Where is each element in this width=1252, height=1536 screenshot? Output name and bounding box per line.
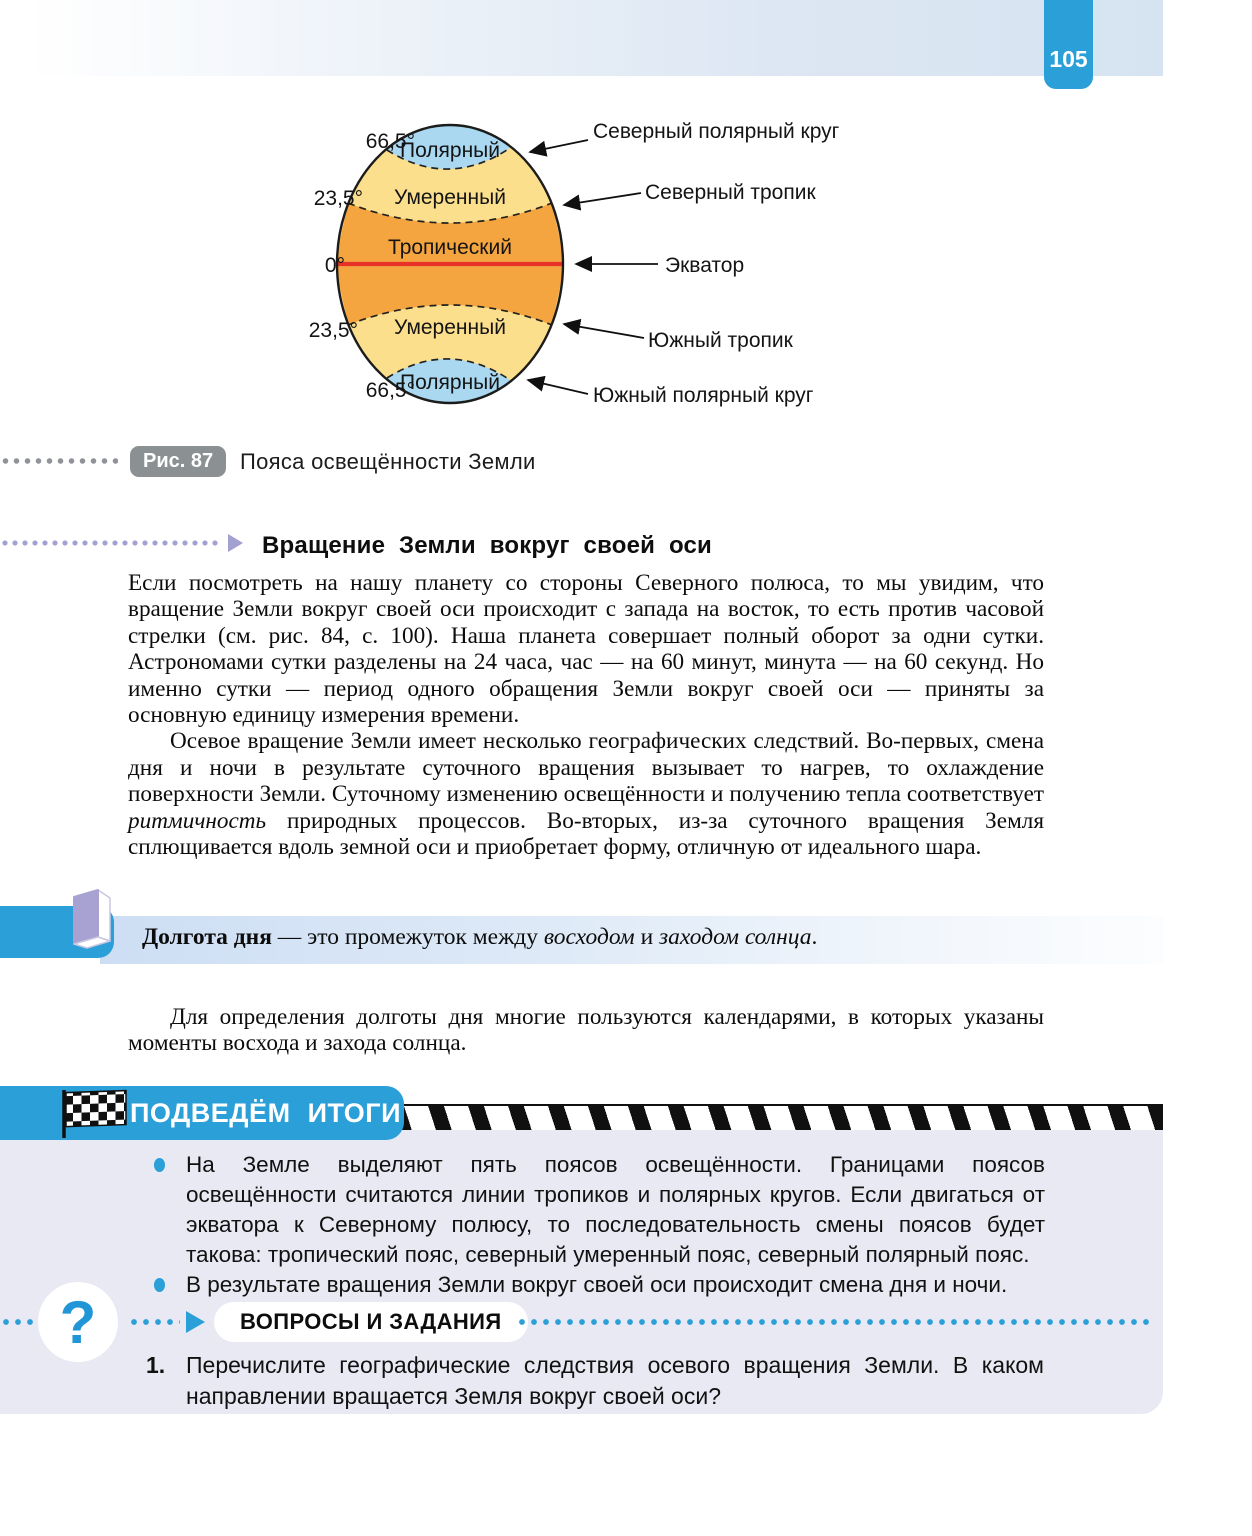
zone-label-north-temperate: Умеренный — [394, 186, 506, 209]
question-text: Перечислите географические следствия осевого вращения Земли. В каком направлении вращается Земля вокруг своей оси? — [186, 1352, 1044, 1409]
zone-label-north-polar: Полярный — [399, 139, 501, 162]
callout-arrow-nt — [564, 193, 641, 205]
definition-mid1: — это промежуток между — [271, 924, 544, 950]
questions-arrow-icon — [186, 1311, 205, 1333]
paragraph-3-text: Для определения долготы дня многие пользуются календарями, в которых указаны моменты восхода и захода солнца. — [128, 1004, 1044, 1057]
summary-title: ПОДВЕДЁМ ИТОГИ — [130, 1098, 402, 1128]
question-number: 1. — [146, 1352, 166, 1378]
latitude-label-23n: 23,5° — [313, 187, 363, 210]
page-number: 105 — [1049, 46, 1088, 72]
paragraph-3-block — [128, 1004, 1044, 1057]
paragraph-2 — [128, 728, 1044, 860]
bullet-icon — [154, 1278, 165, 1292]
figure-caption: Пояса освещённости Земли — [240, 449, 536, 474]
definition-term: Долгота дня — [142, 924, 272, 950]
summary-banner — [0, 1086, 404, 1140]
definition-text — [142, 924, 1142, 951]
section-marker-icon — [228, 534, 243, 552]
paragraph-1 — [128, 570, 1044, 728]
heading-dotted-line — [0, 538, 222, 548]
summary-bullet-1 — [152, 1150, 1045, 1270]
latitude-label-23s: 23,5° — [308, 319, 358, 342]
paragraph-1-text: Если посмотреть на нашу планету со стороны Северного полюса, то мы увидим, что вращение Земли вокруг своей оси происходит с запада на восток, то есть против часовой стрелки (см. рис. 84, с. 100). Наша планета совершает полный оборот за одни сутки. Астрономами сутки разделены на 24 часа, час — на 60 минут, минута — на 60 секунд. Но именно сутки — период одного обращения Земли вокруг своей оси — приняты за основную единицу измерения времени. — [128, 570, 1044, 729]
section-title: Вращение Земли вокруг своей оси — [262, 532, 713, 559]
summary-bullet-2 — [152, 1270, 1045, 1300]
paragraph-2-text-after: природных процессов. Во-вторых, из-за суточного вращения Земля сплющивается вдоль земной оси и приобретает форму, отличную от идеального шара. — [128, 807, 1044, 861]
zone-label-south-temperate: Умеренный — [394, 316, 506, 339]
definition-italic2: заходом солнца — [659, 924, 812, 950]
paragraph-2-italic: ритмичность — [128, 807, 267, 834]
illumination-belts-diagram — [150, 100, 1110, 450]
latitude-label-66n: 66,5° — [365, 130, 415, 153]
questions-dotted-line-right — [516, 1317, 1150, 1327]
definition-italic1: восходом — [543, 924, 635, 950]
checkered-strip — [396, 1104, 1163, 1130]
latitude-label-0: 0° — [324, 254, 345, 277]
callout-south-polar-circle: Южный полярный круг — [593, 384, 814, 407]
callout-arrow-spc — [528, 380, 588, 394]
book-icon — [64, 888, 114, 950]
callout-equator: Экватор — [665, 254, 745, 277]
bullet-icon — [154, 1158, 165, 1172]
questions-title-pill: ВОПРОСЫ И ЗАДАНИЯ — [214, 1302, 528, 1342]
paragraph-2-text: Осевое вращение Земли имеет несколько географических следствий. Во-первых, смена дня и ночи в результате суточного вращения вызывает то нагрев, то охлаждение поверхности Земли. Суточному изменению освещённости и получению тепла соответствует — [128, 728, 1044, 808]
question-mark-icon — [38, 1282, 118, 1362]
zone-label-south-polar: Полярный — [399, 371, 501, 394]
definition-end: . — [811, 924, 818, 950]
checkered-flag-icon — [56, 1088, 132, 1140]
page-header-bar — [26, 0, 1163, 76]
summary-bullets — [152, 1150, 1045, 1300]
question-item-1 — [146, 1350, 1046, 1411]
callout-north-tropic: Северный тропик — [645, 181, 816, 204]
zone-label-tropical: Тропический — [388, 236, 512, 259]
figure-badge: Рис. 87 — [130, 446, 226, 477]
callout-arrow-npc — [530, 140, 588, 152]
callout-north-polar-circle: Северный полярный круг — [593, 120, 840, 143]
callout-south-tropic: Южный тропик — [648, 329, 793, 352]
paragraph-3 — [128, 1004, 1044, 1057]
caption-dotted-line — [0, 456, 118, 466]
definition-mid2: и — [634, 924, 660, 950]
question-mark-glyph: ? — [59, 1289, 97, 1356]
page-number-tab — [1044, 0, 1093, 89]
summary-bullet-1-text: На Земле выделяют пять поясов освещённости. Границами поясов освещённости считаются линии тропиков и полярных кругов. Если двигаться от экватора к Северному полюсу, то последовательность смены поясов будет такова: тропический пояс, северный умеренный пояс, северный полярный пояс. — [186, 1152, 1045, 1267]
callout-arrow-st — [564, 324, 644, 338]
summary-bullet-2-text: В результате вращения Земли вокруг своей оси происходит смена дня и ночи. — [186, 1272, 1008, 1297]
latitude-label-66s: 66,5° — [365, 379, 415, 402]
body-paragraphs — [128, 570, 1044, 860]
questions-dotted-line-mid — [128, 1317, 180, 1327]
